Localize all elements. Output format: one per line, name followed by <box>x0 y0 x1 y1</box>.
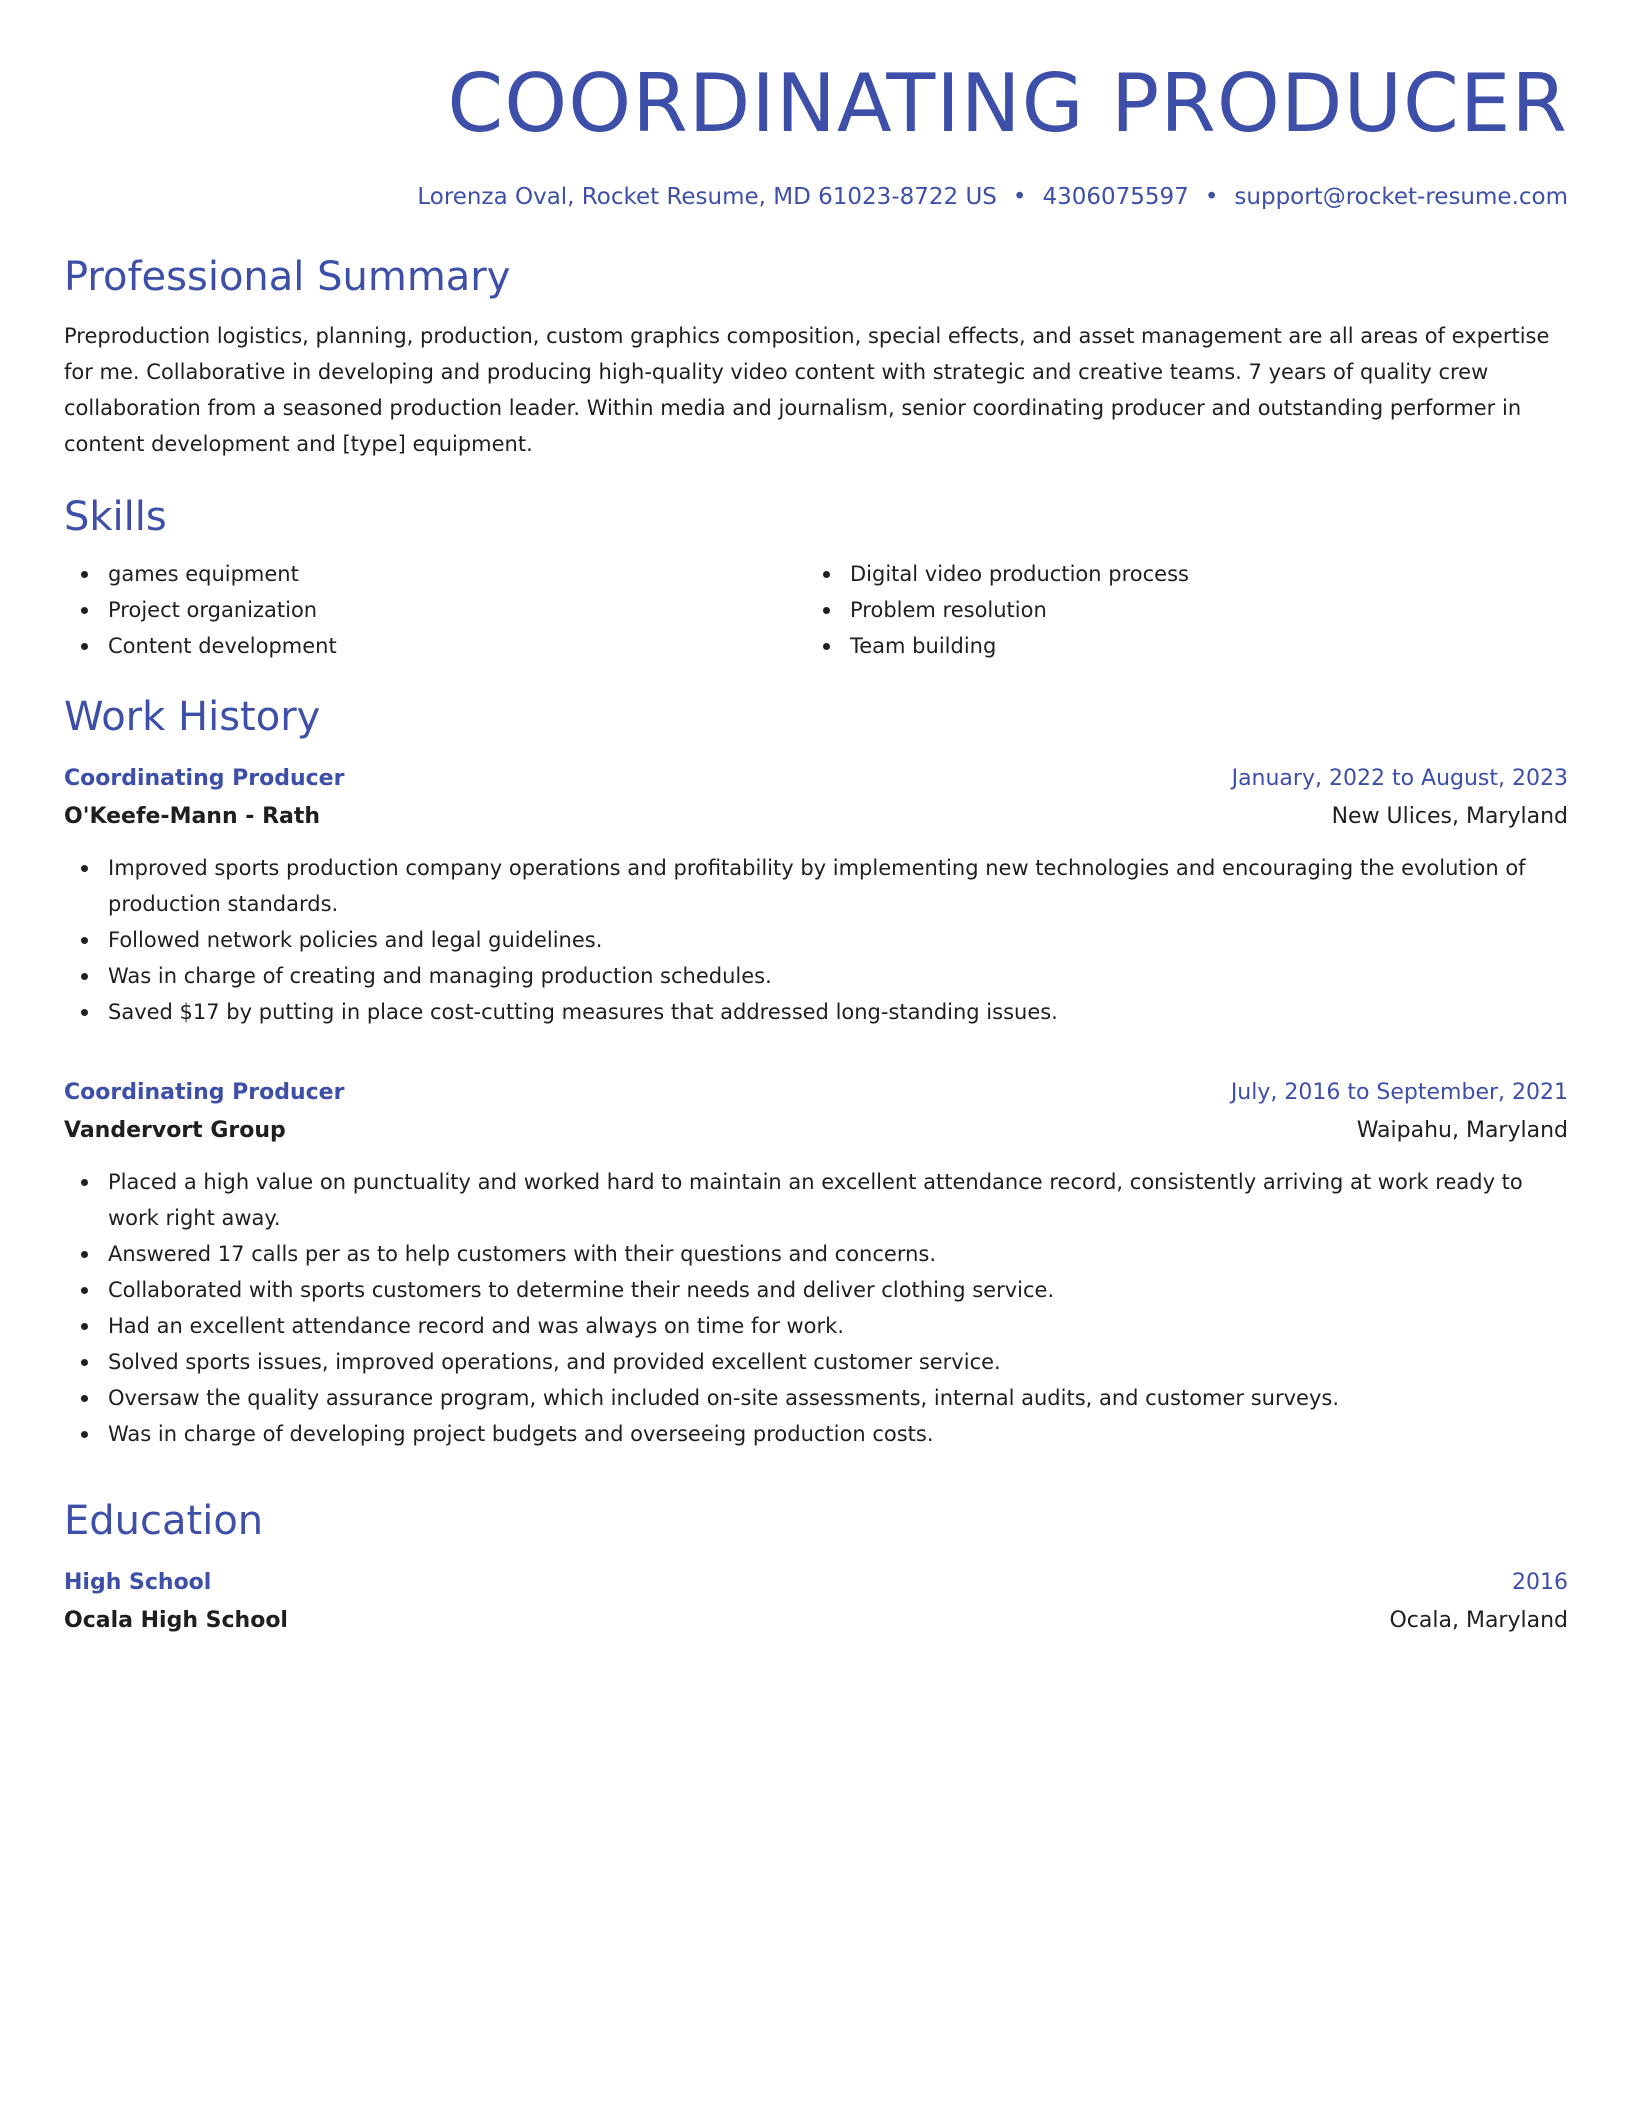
resume-page <box>64 0 1568 1640</box>
job-title: Coordinating Producer <box>64 766 345 791</box>
job-bullet: Was in charge of developing project budgets and overseeing production costs. <box>64 1416 1568 1452</box>
job-title: Coordinating Producer <box>64 1080 345 1105</box>
job-entry <box>64 760 1568 1030</box>
job-dates: January, 2022 to August, 2023 <box>1231 766 1568 791</box>
job-bullet: Oversaw the quality assurance program, which included on-site assessments, internal audits, and customer surveys. <box>64 1380 1568 1416</box>
education-header <box>64 1564 1568 1602</box>
job-bullet: Answered 17 calls per as to help customers with their questions and concerns. <box>64 1236 1568 1272</box>
job-bullet: Collaborated with sports customers to determine their needs and deliver clothing service. <box>64 1272 1568 1308</box>
job-bullet: Solved sports issues, improved operations, and provided excellent customer service. <box>64 1344 1568 1380</box>
skill-item: Problem resolution <box>806 592 1548 628</box>
education-degree: High School <box>64 1570 212 1595</box>
skill-item: Digital video production process <box>806 556 1548 592</box>
job-bullet: Improved sports production company operations and profitability by implementing new technologies and encouraging the evolution of production standards. <box>64 850 1568 922</box>
contact-separator: • <box>1012 184 1027 210</box>
skills-list <box>64 556 1568 664</box>
education-year: 2016 <box>1512 1570 1568 1595</box>
contact-address: Lorenza Oval, Rocket Resume, MD 61023-8722 US <box>417 184 997 210</box>
job-entry <box>64 1074 1568 1452</box>
education-heading: Education <box>64 1498 264 1544</box>
work-history-heading: Work History <box>64 694 321 740</box>
skill-item: games equipment <box>64 556 806 592</box>
job-header <box>64 760 1568 798</box>
skill-item: Content development <box>64 628 806 664</box>
skills-column-right <box>806 556 1548 664</box>
job-bullets <box>64 1164 1568 1452</box>
job-employer: O'Keefe-Mann - Rath <box>64 804 321 829</box>
job-bullet: Followed network policies and legal guidelines. <box>64 922 1568 958</box>
job-bullet: Was in charge of creating and managing production schedules. <box>64 958 1568 994</box>
job-bullets <box>64 850 1568 1030</box>
contact-phone: 4306075597 <box>1042 184 1189 210</box>
education-entry <box>64 1564 1568 1640</box>
job-employer: Vandervort Group <box>64 1118 286 1143</box>
job-dates: July, 2016 to September, 2021 <box>1230 1080 1568 1105</box>
job-bullet: Had an excellent attendance record and was always on time for work. <box>64 1308 1568 1344</box>
summary-text: Preproduction logistics, planning, production, custom graphics composition, special effects, and asset management are all areas of expertise for me. Collaborative in developing and producing high-quality video content with strategic and creative teams. 7 years of quality crew collaboration from a seasoned production leader. Within media and journalism, senior coordinating producer and outstanding performer in content development and [type] equipment. <box>64 324 1550 456</box>
skill-item: Team building <box>806 628 1548 664</box>
job-bullet: Placed a high value on punctuality and worked hard to maintain an excellent attendance record, consistently arriving at work ready to work right away. <box>64 1164 1568 1236</box>
job-employer-row <box>64 798 1568 836</box>
job-location: Waipahu, Maryland <box>1356 1118 1568 1143</box>
job-bullet: Saved $17 by putting in place cost-cutting measures that addressed long-standing issues. <box>64 994 1568 1030</box>
skills-column-left <box>64 556 806 664</box>
contact-email[interactable]: support@rocket-resume.com <box>1234 184 1568 210</box>
job-employer-row <box>64 1112 1568 1150</box>
job-location: New Ulices, Maryland <box>1331 804 1568 829</box>
skills-heading: Skills <box>64 494 167 540</box>
education-location: Ocala, Maryland <box>1389 1608 1568 1633</box>
resume-title: COORDINATING PRODUCER <box>447 57 1568 150</box>
job-header <box>64 1074 1568 1112</box>
summary-heading: Professional Summary <box>64 254 511 300</box>
contact-separator: • <box>1204 184 1219 210</box>
contact-line <box>64 182 1568 212</box>
skill-item: Project organization <box>64 592 806 628</box>
education-school: Ocala High School <box>64 1608 288 1633</box>
education-school-row <box>64 1602 1568 1640</box>
